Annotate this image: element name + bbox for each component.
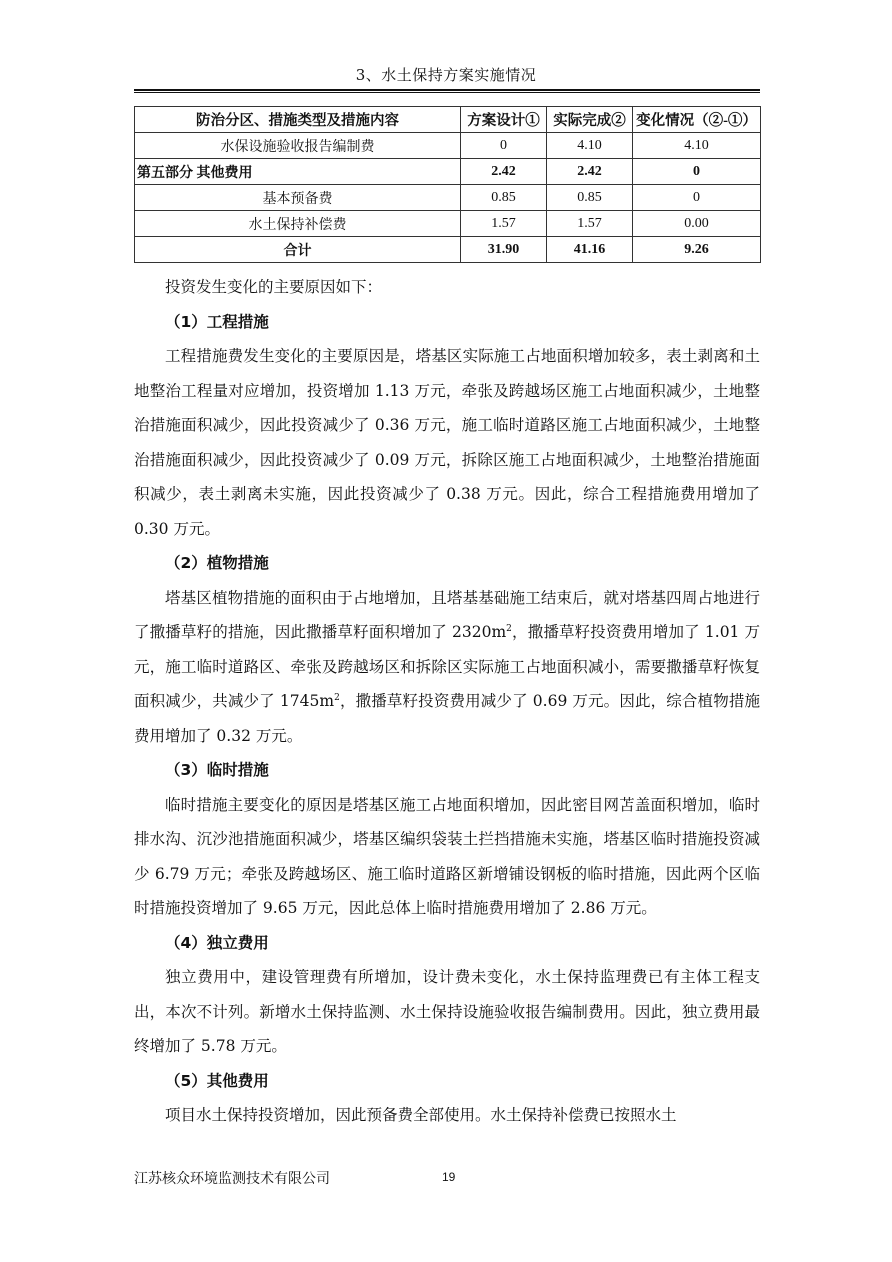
table-cell: 9.26 (633, 237, 761, 263)
table-cell: 0.85 (547, 185, 633, 211)
table-cell: 1.57 (547, 211, 633, 237)
body-text (134, 270, 760, 1133)
table-cell: 1.57 (461, 211, 547, 237)
column-header: 方案设计① (461, 107, 547, 133)
table-cell: 0.85 (461, 185, 547, 211)
table-cell: 水保设施验收报告编制费 (135, 133, 461, 159)
column-header: 实际完成② (547, 107, 633, 133)
table-row (135, 159, 761, 185)
section-paragraph: 塔基区植物措施的面积由于占地增加，且塔基基础施工结束后，就对塔基四周占地进行了撒播草籽的措施，因此撒播草籽面积增加了 $2320m^2$，撒播草籽投资费用增加了 1.01 万元，施工临时道路区、牵张及跨越场区和拆除区实际施工占地面积减小，需要撒播草籽恢复面积减少，共减少了 $1745m^2$，撒播草籽投资费用减少了 0.69 万元。因此，综合植物措施费用增加了 0.32 万元。 (134, 588, 761, 745)
table-row (135, 185, 761, 211)
section-heading: （1）工程措施 (165, 312, 269, 331)
intro-paragraph: 投资发生变化的主要原因如下： (165, 278, 383, 296)
table-header-row (135, 107, 761, 133)
table-cell: 2.42 (461, 159, 547, 185)
table-cell: 0 (633, 185, 761, 211)
table-cell: 水土保持补偿费 (135, 211, 461, 237)
header-rule (134, 89, 760, 93)
section-heading: （2）植物措施 (165, 554, 269, 572)
footer-company: 江苏核众环境监测技术有限公司 (134, 1171, 330, 1187)
section-paragraph: 临时措施主要变化的原因是塔基区施工占地面积增加，因此密目网苫盖面积增加，临时排水沟、沉沙池措施面积减少，塔基区编织袋装土拦挡措施未实施，塔基区临时措施投资减少 6.79 万元；牵张及跨越场区、施工临时道路区新增铺设钢板的临时措施，因此两个区临时措施投资增加了 9.65 万元，因此总体上临时措施费用增加了 2.86 万元。 (134, 795, 760, 917)
table-cell: 4.10 (547, 133, 633, 159)
section-paragraph: 独立费用中，建设管理费有所增加，设计费未变化，水土保持监理费已有主体工程支出，本次不计列。新增水土保持监测、水土保持设施验收报告编制费用。因此，独立费用最终增加了 5.78 万元。 (134, 968, 760, 1055)
table-row (135, 211, 761, 237)
section-heading: （4）独立费用 (165, 933, 269, 952)
column-header: 变化情况（②-①） (633, 107, 761, 133)
table-cell: 0 (461, 133, 547, 159)
page-number: 19 (442, 1170, 456, 1184)
table-total-row (135, 237, 761, 263)
section-heading: （5）其他费用 (165, 1071, 269, 1090)
column-header: 防治分区、措施类型及措施内容 (135, 107, 461, 133)
table-cell: 4.10 (633, 133, 761, 159)
cost-table (134, 106, 761, 263)
section-heading: （3）临时措施 (165, 761, 269, 779)
table-cell: 0.00 (633, 211, 761, 237)
table-cell: 0 (633, 159, 761, 185)
section-paragraph: 工程措施费发生变化的主要原因是，塔基区实际施工占地面积增加较多，表土剥离和土地整治工程量对应增加，投资增加 1.13 万元，牵张及跨越场区施工占地面积减少，土地整治措施面积减少，因此投资减少了 0.36 万元，施工临时道路区施工占地面积减少，土地整治措施面积减少，因此投资减少了 0.09 万元，拆除区施工占地面积减少，土地整治措施面积减少，表土剥离未实施，因此投资减少了 0.38 万元。因此，综合工程措施费用增加了 0.30 万元。 (134, 347, 760, 538)
table-cell: 第五部分 其他费用 (135, 159, 461, 185)
table-cell: 31.90 (461, 237, 547, 263)
table-cell: 基本预备费 (135, 185, 461, 211)
table-row (135, 133, 761, 159)
page-header-title: 3、水土保持方案实施情况 (355, 66, 537, 84)
table-cell: 2.42 (547, 159, 633, 185)
table-cell: 合计 (135, 237, 461, 263)
section-paragraph: 项目水土保持投资增加，因此预备费全部使用。水土保持补偿费已按照水土 (165, 1106, 677, 1124)
table-cell: 41.16 (547, 237, 633, 263)
